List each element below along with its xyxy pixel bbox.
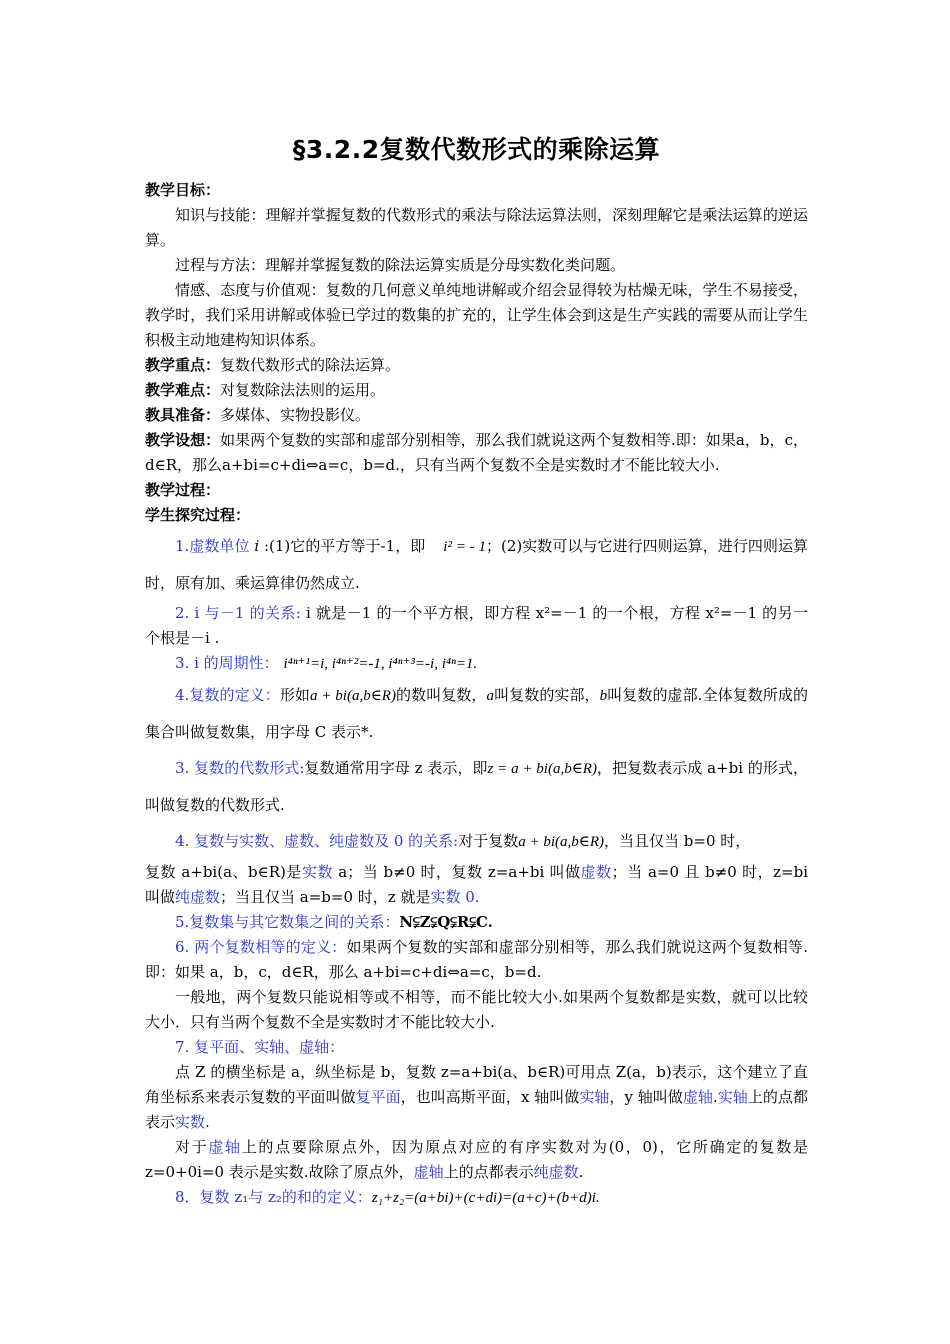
document-page	[145, 130, 808, 1211]
item-i-relation: 2. i 与－1 的关系: i 就是－1 的一个平方根，即方程 x²=－1 的一个根，方程 x²=－1 的另一个根是－i .	[145, 604, 808, 647]
item-algebraic-form: 3. 复数的代数形式:复数通常用字母 z 表示，即z = a + bi(a,b∈R)，把复数表示成 a+bi 的形式，叫做复数的代数形式.	[145, 759, 808, 814]
key-point: 教学重点：复数代数形式的除法运算。	[145, 356, 401, 374]
knowledge-paragraph: 知识与技能：理解并掌握复数的代数形式的乘法与除法运算法则，深刻理解它是乘法运算的逆运算。	[145, 206, 808, 249]
process-heading: 教学过程：	[145, 481, 221, 499]
emotion-paragraph: 情感、态度与价值观：复数的几何意义单纯地讲解或介绍会显得较为枯燥无味，学生不易接受，教学时，我们采用讲解或体验已学过的数集的扩充的，让学生体会到这是生产实践的需要从而让学生积极主动地建构知识体系。	[145, 281, 808, 349]
item-equality: 6. 两个复数相等的定义：如果两个复数的实部和虚部分别相等，那么我们就说这两个复数相等.即：如果 a，b，c，d∈R，那么 a+bi=c+di⇔a=c，b=d.	[145, 938, 808, 981]
item-equality-note: 一般地，两个复数只能说相等或不相等，而不能比较大小.如果两个复数都是实数，就可以比较大小．只有当两个复数不全是实数时才不能比较大小.	[145, 988, 808, 1031]
item-i-period: 3. i 的周期性： i⁴ⁿ⁺¹=i, i⁴ⁿ⁺²=-1, i⁴ⁿ⁺³=-i, i⁴ⁿ=1.	[175, 654, 478, 672]
item-imaginary-unit: 1.虚数单位 i :(1)它的平方等于-1，即 i² = - 1；(2)实数可以与它进行四则运算，进行四则运算时，原有加、乘运算律仍然成立.	[145, 537, 809, 592]
item-complex-definition: 4.复数的定义：形如a + bi(a,b∈R)的数叫复数，a叫复数的实部，b叫复数的虚部.全体复数所成的集合叫做复数集，用字母 C 表示*.	[145, 686, 808, 741]
item-complex-plane: 7. 复平面、实轴、虚轴：	[175, 1038, 345, 1056]
explore-heading: 学生探究过程：	[145, 506, 251, 524]
item-number-relations: 4. 复数与实数、虚数、纯虚数及 0 的关系:对于复数a + bi(a,b∈R)，当且仅当 b=0 时，	[175, 832, 751, 850]
item-number-relations-cont: 复数 a+bi(a、b∈R)是实数 a；当 b≠0 时，复数 z=a+bi 叫做虚数；当 a=0 且 b≠0 时，z=bi 叫做纯虚数；当且仅当 a=b=0 时，z 就是实数 0.	[145, 863, 808, 906]
imaginary-axis-paragraph: 对于虚轴上的点要除原点外，因为原点对应的有序实数对为(0，0)，它所确定的复数是 z=0+0i=0 表示是实数.故除了原点外，虚轴上的点都表示纯虚数.	[145, 1138, 808, 1181]
design-point: 教学设想：如果两个复数的实部和虚部分别相等，那么我们就说这两个复数相等.即：如果a，b，c，d∈R，那么a+bi=c+di⇔a=c，b=d.，只有当两个复数不全是实数时才不能比较大小.	[145, 431, 808, 474]
page-title: §3.2.2复数代数形式的乘除运算	[292, 135, 661, 164]
item-set-relations: 5.复数集与其它数集之间的关系：N⫋Z⫋Q⫋R⫋C.	[175, 913, 493, 931]
difficulty-point: 教学难点：对复数除法法则的运用。	[145, 381, 386, 399]
goals-heading: 教学目标：	[145, 181, 221, 199]
tools-point: 教具准备：多媒体、实物投影仪。	[145, 406, 371, 424]
item-sum-definition: 8．复数 z₁与 z₂的和的定义：z₁+z₂=(a+bi)+(c+di)=(a+c)+(b+d)i.	[175, 1188, 600, 1206]
complex-plane-paragraph: 点 Z 的横坐标是 a，纵坐标是 b，复数 z=a+bi(a、b∈R)可用点 Z(a，b)表示，这个建立了直角坐标系来表示复数的平面叫做复平面，也叫高斯平面，x 轴叫做实轴，y 轴叫做虚轴.实轴上的点都表示实数.	[145, 1063, 808, 1131]
process-paragraph: 过程与方法：理解并掌握复数的除法运算实质是分母实数化类问题。	[175, 256, 626, 274]
